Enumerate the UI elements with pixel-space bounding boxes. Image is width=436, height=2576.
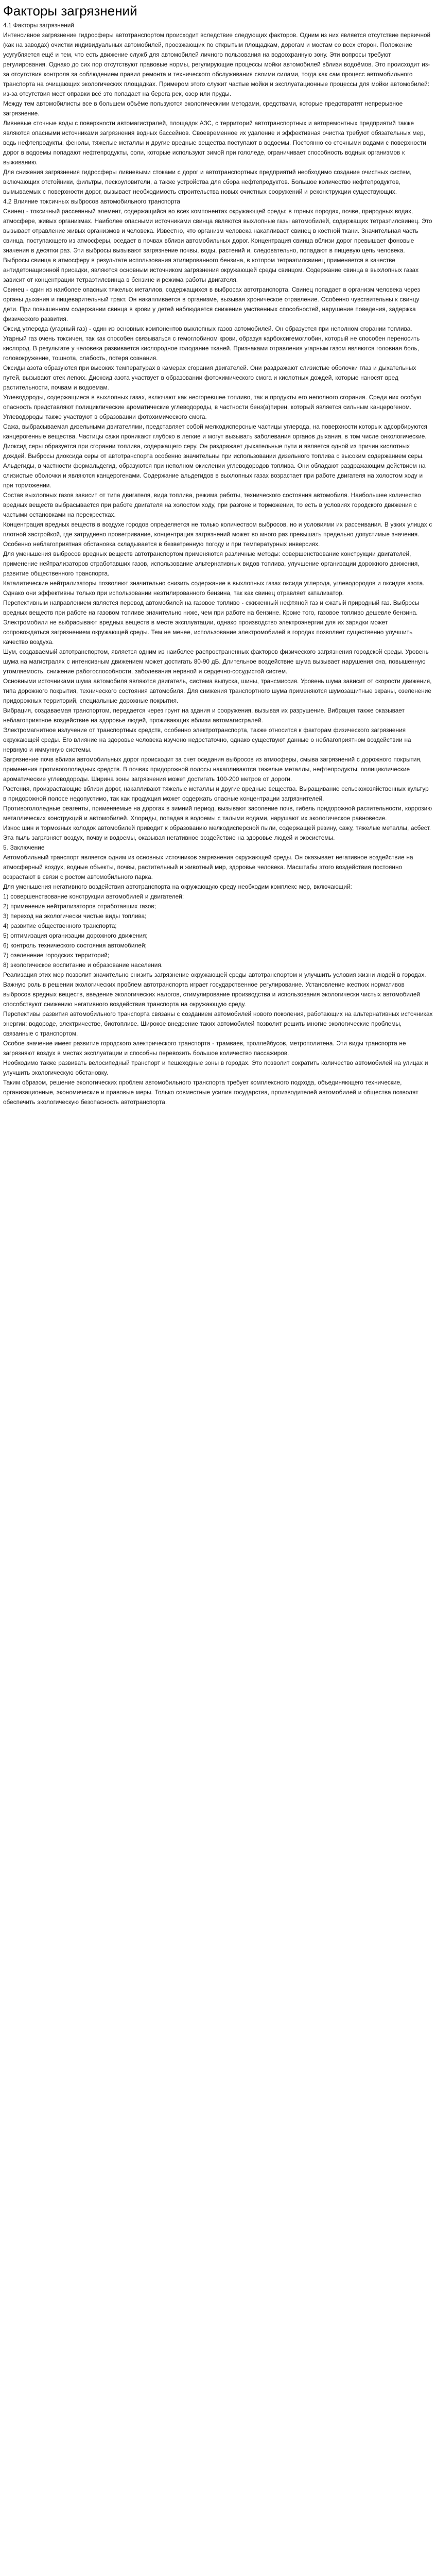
paragraph: Важную роль в решении экологических проблем автотранспорта играет государственное регулирование. Установление жестких нормативов выбросов вредных веществ, введение экологических налогов, стимулирование производства и использования экологически чистых автомобилей способствуют снижению негативного воздействия транспорта на окружающую среду.	[3, 981, 421, 1008]
paragraph: Диоксид серы образуется при сгорании топлива, содержащего серу. Он раздражает дыхательные пути и является одной из причин кислотных дождей. Выбросы диоксида серы от автотранспорта особенно значительны при использовании дизельного топлива с высоким содержанием серы.	[3, 443, 424, 460]
paragraph: 6) контроль технического состояния автомобилей;	[3, 942, 147, 949]
paragraph: Необходимо также развивать велосипедный транспорт и пешеходные зоны в городах. Это позволит сократить количество автомобилей на улицах и улучшить экологическую обстановку.	[3, 1059, 428, 1076]
paragraph: Свинец - токсичный рассеянный элемент, содержащийся во всех компонентах окружающей среды: в горных породах, почве, природных водах, атмосфере, живых организмах. Наиболее опасными источниками свинца являются выхлопные газы автомобилей, содержащих тетраэтилсвинец. Это вызывает отравление живых организмов и человека. Известно, что организм человека накапливает свинец в костной ткани. Значительная часть свинца, поступающего из атмосферы, оседает в почвах вблизи автомобильных дорог. Концентрация свинца вблизи дорог превышает фоновые значения в десятки раз. Эти выбросы вызывают загрязнение почвы, воды, растений и, следовательно, попадают в пищевую цепь человека.	[3, 208, 432, 254]
paragraph: Сажа, выбрасываемая дизельными двигателями, представляет собой мелкодисперсные частицы углерода, на поверхности которых адсорбируются канцерогенные вещества. Частицы сажи проникают глубоко в легкие и могут вызывать заболевания органов дыхания, в том числе онкологические.	[3, 423, 427, 440]
paragraph: Оксид углерода (угарный газ) - один из основных компонентов выхлопных газов автомобилей. Он образуется при неполном сгорании топлива. Угарный газ очень токсичен, так как способен связываться с гемоглобином крови, образуя карбоксигемоглобин, который не способен переносить кислород. В результате у человека развивается кислородное голодание тканей. Признаками отравления угарным газом являются головная боль, головокружение, тошнота, слабость, потеря сознания.	[3, 325, 420, 362]
paragraph: Автомобильный транспорт является одним из основных источников загрязнения окружающей среды. Он оказывает негативное воздействие на атмосферный воздух, водные объекты, почвы, растительный и животный мир, здоровье человека. Масштабы этого воздействия постоянно возрастают в связи с ростом автомобильного парка.	[3, 854, 413, 880]
paragraph: 4) развитие общественного транспорта;	[3, 922, 117, 929]
paragraph: 5) оптимизация организации дорожного движения;	[3, 932, 148, 939]
paragraph: Интенсивное загрязнение гидросферы автотранспортом происходит вследствие следующих факторов. Одним из них является отсутствие первичной (как на заводах) очистки индивидуальных автомобилей, проезжающих по открытым площадкам, дорогам и мостам со всех сторон. Положение усугубляется ещё и тем, что есть движение служб для автомобилей личного пользования на водоохранную зону. Эти вопросы требуют регулирования. Однако до сих пор отсутствуют правовые нормы, регулирующие процессы мойки автомобилей вблизи водоёмов. Это происходит из-за отсутствия контроля за соблюдением правил ремонта и технического обслуживания своими силами, тогда как сам процесс автомобильного транспорта на очищающих экологических площадках. Примером этого служит частые мойки и эксплуатационные процессы для мойки автомобилей: из-за отсутствия мест оправки всё это попадает на берега рек, озер или пруды.	[3, 31, 431, 97]
paragraph: 8) экологическое воспитание и образование населения.	[3, 961, 163, 969]
paragraph: Загрязнение почв вблизи автомобильных дорог происходит за счет оседания выбросов из атмосферы, смыва загрязнений с дорожного покрытия, применения противогололедных средств. В почвах придорожной полосы накапливаются тяжелые металлы, нефтепродукты, полициклические ароматические углеводороды. Ширина зоны загрязнения может достигать 100-200 метров от дороги.	[3, 756, 422, 783]
paragraph: Для уменьшения негативного воздействия автотранспорта на окружающую среду необходим комплекс мер, включающий:	[3, 883, 352, 890]
paragraph: Шум, создаваемый автотранспортом, является одним из наиболее распространенных факторов физического загрязнения городской среды. Уровень шума на магистралях с интенсивным движением может достигать 80-90 дБ. Длительное воздействие шума вызывает нарушения сна, повышенную утомляемость, снижение работоспособности, заболевания нервной и сердечно-сосудистой систем.	[3, 648, 429, 675]
paragraph: 2) применение нейтрализаторов отработавших газов;	[3, 903, 156, 910]
paragraph: Между тем автомобилисты все в большем объёме пользуются экологическими методами, средствами, которые предотвратят непрерывное загрязнение.	[3, 100, 403, 117]
paragraph: Особое значение имеет развитие городского электрического транспорта - трамваев, троллейбусов, метрополитена. Эти виды транспорта не загрязняют воздух в местах эксплуатации и способны перевозить большое количество пассажиров.	[3, 1040, 406, 1057]
paragraph: 7) озеленение городских территорий;	[3, 952, 110, 959]
paragraph: Противогололедные реагенты, применяемые на дорогах в зимний период, вызывают засоление почв, гибель придорожной растительности, коррозию металлических конструкций и автомобилей. Хлориды, попадая в водоемы с талыми водами, нарушают их экологическое равновесие.	[3, 805, 432, 822]
paragraph: Каталитические нейтрализаторы позволяют значительно снизить содержание в выхлопных газах оксида углерода, углеводородов и оксидов азота. Однако они эффективны только при использовании неэтилированного бензина, так как свинец отравляет катализатор.	[3, 580, 425, 597]
paragraph: Оксиды азота образуются при высоких температурах в камерах сгорания двигателей. Они раздражают слизистые оболочки глаз и дыхательных путей, вызывают отек легких. Диоксид азота участвует в образовании фотохимического смога и кислотных дождей, которые наносят вред растительности, почвам и водоемам.	[3, 364, 416, 391]
paragraph: Выбросы свинца в атмосферу в результате использования этилированного бензина, в котором тетраэтилсвинец применяется в качестве антидетонационной присадки, являются основным источником загрязнения окружающей среды свинцом. Содержание свинца в выхлопных газах зависит от концентрации тетраэтилсвинца в бензине и режима работы двигателя.	[3, 257, 418, 283]
paragraph: Растения, произрастающие вблизи дорог, накапливают тяжелые металлы и другие вредные вещества. Выращивание сельскохозяйственных культур в придорожной полосе недопустимо, так как продукция может содержать опасные концентрации загрязнителей.	[3, 785, 429, 802]
paragraph: Основными источниками шума автомобиля являются двигатель, система выпуска, шины, трансмиссия. Уровень шума зависит от скорости движения, типа дорожного покрытия, технического состояния автомобиля. Для снижения транспортного шума применяются шумозащитные экраны, озеленение придорожных территорий, специальные дорожные покрытия.	[3, 677, 432, 704]
paragraph: Концентрация вредных веществ в воздухе городов определяется не только количеством выбросов, но и условиями их рассеивания. В узких улицах с плотной застройкой, где затруднено проветривание, концентрация загрязнений может во много раз превышать предельно допустимые значения. Особенно неблагоприятная обстановка складывается в безветренную погоду и при температурных инверсиях.	[3, 521, 432, 548]
paragraph: 5. Заключение	[3, 844, 45, 851]
paragraph: Износ шин и тормозных колодок автомобилей приводит к образованию мелкодисперсной пыли, содержащей резину, сажу, тяжелые металлы, асбест. Эта пыль загрязняет воздух, почву и водоемы, оказывая негативное воздействие на здоровье людей и экосистемы.	[3, 824, 431, 841]
paragraph: Для уменьшения выбросов вредных веществ автотранспортом применяются различные методы: совершенствование конструкции двигателей, применение нейтрализаторов отработавших газов, использование альтернативных видов топлива, улучшение организации дорожного движения, развитие общественного транспорта.	[3, 550, 420, 577]
paragraph: Состав выхлопных газов зависит от типа двигателя, вида топлива, режима работы, технического состояния автомобиля. Наибольшее количество вредных веществ выбрасывается при работе двигателя на холостом ходу, при разгоне и торможении, то есть в условиях городского движения с частыми остановками на перекрестках.	[3, 492, 421, 518]
paragraph: 4.2 Влияние токсичных выбросов автомобильного транспорта	[3, 198, 180, 205]
paragraph: Вибрация, создаваемая транспортом, передается через грунт на здания и сооружения, вызывая их разрушение. Вибрация также оказывает неблагоприятное воздействие на здоровье людей, проживающих вблизи автомагистралей.	[3, 707, 405, 724]
paragraph: Таким образом, решение экологических проблем автомобильного транспорта требует комплексного подхода, объединяющего технические, организационные, экономические и правовые меры. Только совместные усилия государства, производителей автомобилей и общества позволят обеспечить экологическую безопасность автотранспорта.	[3, 1079, 418, 1106]
paragraph: Перспективным направлением является перевод автомобилей на газовое топливо - сжиженный нефтяной газ и сжатый природный газ. Выбросы вредных веществ при работе на газовом топливе значительно ниже, чем при работе на бензине. Кроме того, газовое топливо дешевле бензина.	[3, 599, 420, 616]
paragraph: Электромобили не выбрасывают вредных веществ в месте эксплуатации, однако производство электроэнергии для их зарядки может сопровождаться загрязнением окружающей среды. Тем не менее, использование электромобилей в городах позволяет существенно улучшить качество воздуха.	[3, 619, 413, 646]
paragraph: 3) переход на экологически чистые виды топлива;	[3, 912, 147, 920]
page-title: Факторы загрязнений	[3, 3, 137, 19]
paragraph: Альдегиды, в частности формальдегид, образуются при неполном окислении углеводородов топлива. Они обладают раздражающим действием на слизистые оболочки и являются канцерогенами. Содержание альдегидов в выхлопных газах возрастает при работе двигателя на холостом ходу и при торможении.	[3, 462, 426, 489]
paragraph: Свинец - один из наиболее опасных тяжелых металлов, содержащихся в выбросах автотранспорта. Свинец попадает в организм человека через органы дыхания и пищеварительный тракт. Он накапливается в организме, вызывая хроническое отравление. Особенно чувствительны к свинцу дети. При повышенном содержании свинца в крови у детей наблюдается снижение умственных способностей, нарушение поведения, задержка физического развития.	[3, 286, 421, 323]
paragraph: Для снижения загрязнения гидросферы ливневыми стоками с дорог и автотранспортных предприятий необходимо создание очистных систем, включающих отстойники, фильтры, пескоуловители, а также устройства для сбора нефтепродуктов. Большое количество нефтепродуктов, вымываемых с поверхности дорог, вызывает необходимость строительства новых очистных сооружений и реконструкции существующих.	[3, 168, 412, 195]
paragraph: Реализация этих мер позволит значительно снизить загрязнение окружающей среды автотранспортом и улучшить условия жизни людей в городах.	[3, 971, 426, 978]
paragraph: Углеводороды, содержащиеся в выхлопных газах, включают как несгоревшее топливо, так и продукты его неполного сгорания. Среди них особую опасность представляют полициклические ароматические углеводороды, в частности бенз(а)пирен, который является сильным канцерогеном. Углеводороды также участвуют в образовании фотохимического смога.	[3, 394, 422, 420]
paragraph: Перспективы развития автомобильного транспорта связаны с созданием автомобилей нового поколения, работающих на альтернативных источниках энергии: водороде, электричестве, биотопливе. Широкое внедрение таких автомобилей позволит решить многие экологические проблемы, связанные с транспортом.	[3, 1010, 433, 1037]
paragraph-list	[3, 30, 433, 1107]
section-heading: 4.1 Факторы загрязнений	[3, 22, 74, 29]
paragraph: Электромагнитное излучение от транспортных средств, особенно электротранспорта, также относится к факторам физического загрязнения окружающей среды. Его влияние на здоровье человека изучено недостаточно, однако существуют данные о неблагоприятном воздействии на нервную и иммунную системы.	[3, 726, 411, 753]
paragraph: 1) совершенствование конструкции автомобилей и двигателей;	[3, 893, 184, 900]
paragraph: Ливневые сточные воды с поверхности автомагистралей, площадок АЗС, с территорий автотранспортных и авторемонтных предприятий также являются опасными источниками загрязнения водных бассейнов. Своевременное их удаление и эффективная очистка требуют обязательных мер, ведь нефтепродукты, фенолы, тяжелые металлы и другие вредные вещества поступают в водоемы. Постоянно со сточными водами с поверхности дорог в водоемы попадают нефтепродукты, соли, которые используют зимой при гололеде, ограничивает способность водных организмов к выживанию.	[3, 120, 426, 166]
